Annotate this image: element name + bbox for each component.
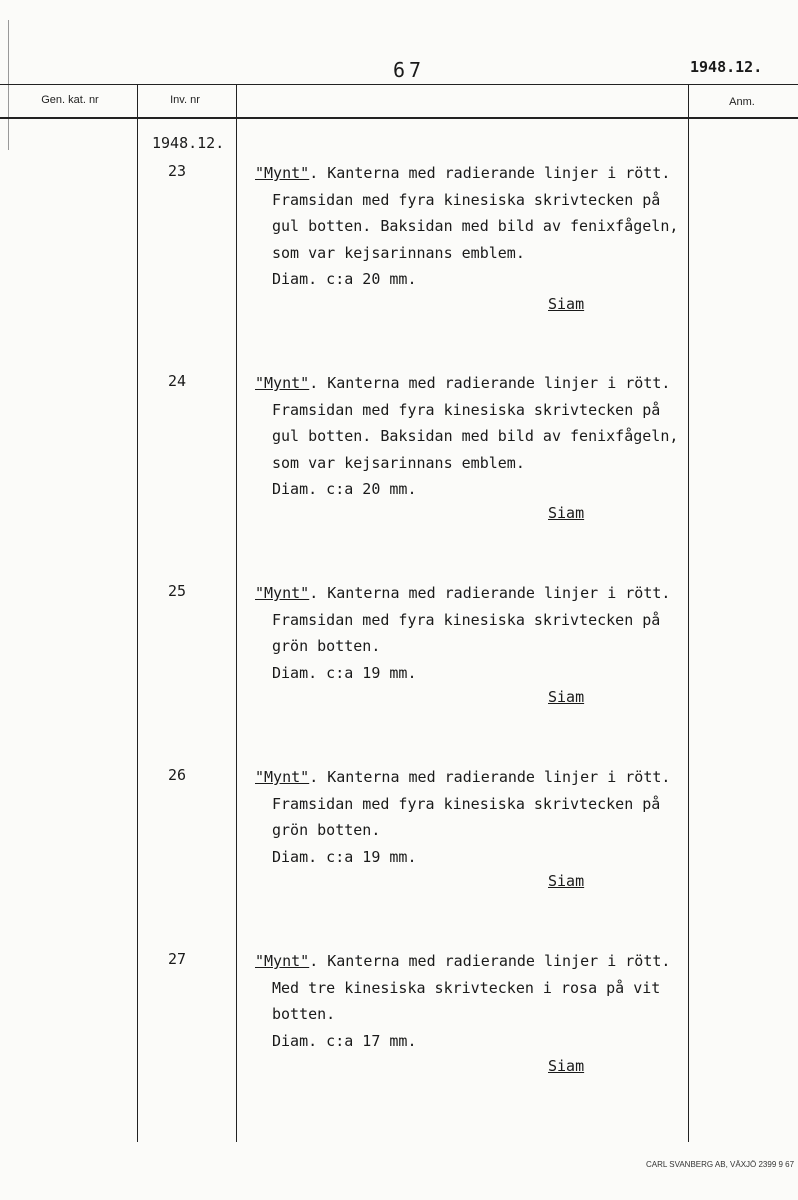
description-line: Framsidan med fyra kinesiska skrivtecken på (272, 794, 661, 813)
description-line: Framsidan med fyra kinesiska skrivtecken på (272, 400, 661, 419)
description-text: . Kanterna med radierande linjer i rött. (309, 374, 671, 392)
entry-description (255, 764, 670, 870)
description-line: Diam. c:a 20 mm. (272, 480, 417, 498)
header-top-rule (0, 84, 798, 85)
description-line (255, 580, 670, 607)
entry-title: "Mynt" (255, 952, 310, 970)
description-line: gul botten. Baksidan med bild av fenixfågeln, (272, 427, 679, 445)
column-divider-2 (236, 84, 237, 1142)
description-line: Framsidan med fyra kinesiska skrivtecken på (272, 190, 661, 209)
description-line (255, 370, 678, 397)
inventory-number: 27 (168, 950, 187, 968)
description-line: som var kejsarinnans emblem. (272, 453, 525, 472)
header-bottom-rule (0, 117, 798, 119)
entry-title: "Mynt" (255, 164, 310, 182)
origin-label: Siam (548, 504, 585, 522)
description-line: Diam. c:a 19 mm. (272, 663, 417, 682)
description-line (255, 160, 678, 187)
entry-description (255, 580, 670, 686)
entry-title: "Mynt" (255, 374, 310, 392)
description-line: som var kejsarinnans emblem. (272, 243, 525, 262)
inventory-number: 24 (168, 372, 187, 390)
printer-imprint: CARL SVANBERG AB, VÄXJÖ 2399 9 67 (646, 1160, 795, 1169)
description-line: Diam. c:a 20 mm. (272, 270, 417, 288)
description-text: . Kanterna med radierande linjer i rött. (309, 164, 671, 182)
header-date: 1948.12. (690, 58, 763, 76)
left-margin-line (8, 20, 9, 150)
inventory-number: 25 (168, 582, 187, 600)
description-line (255, 764, 670, 791)
origin-label: Siam (548, 872, 585, 890)
entry-title: "Mynt" (255, 584, 310, 602)
description-line: Diam. c:a 17 mm. (272, 1031, 417, 1050)
column-header-anm: Anm. (729, 96, 755, 108)
description-line (255, 948, 670, 975)
entry-description (255, 370, 678, 503)
description-line: Diam. c:a 19 mm. (272, 847, 417, 866)
inventory-number: 26 (168, 766, 187, 784)
page-number: 67 (393, 58, 426, 82)
description-line: gul botten. Baksidan med bild av fenixfågeln, (272, 217, 679, 235)
inventory-number: 23 (168, 162, 187, 180)
inventory-date: 1948.12. (152, 134, 225, 152)
origin-label: Siam (548, 688, 585, 706)
column-divider-3 (688, 84, 689, 1142)
column-header-inv: Inv. nr (170, 94, 200, 106)
column-divider-1 (137, 84, 138, 1142)
description-line: grön botten. (272, 637, 381, 655)
description-text: . Kanterna med radierande linjer i rött. (309, 952, 671, 970)
column-header-gen-kat: Gen. kat. nr (41, 94, 99, 106)
description-line: grön botten. (272, 821, 381, 839)
description-line: Med tre kinesiska skrivtecken i rosa på vit (272, 978, 661, 997)
entry-description (255, 160, 678, 293)
origin-label: Siam (548, 1057, 585, 1075)
entry-title: "Mynt" (255, 768, 310, 786)
description-text: . Kanterna med radierande linjer i rött. (309, 584, 671, 602)
description-text: . Kanterna med radierande linjer i rött. (309, 768, 671, 786)
description-line: Framsidan med fyra kinesiska skrivtecken på (272, 610, 661, 629)
origin-label: Siam (548, 295, 585, 313)
description-line: botten. (272, 1005, 336, 1023)
entry-description (255, 948, 670, 1054)
